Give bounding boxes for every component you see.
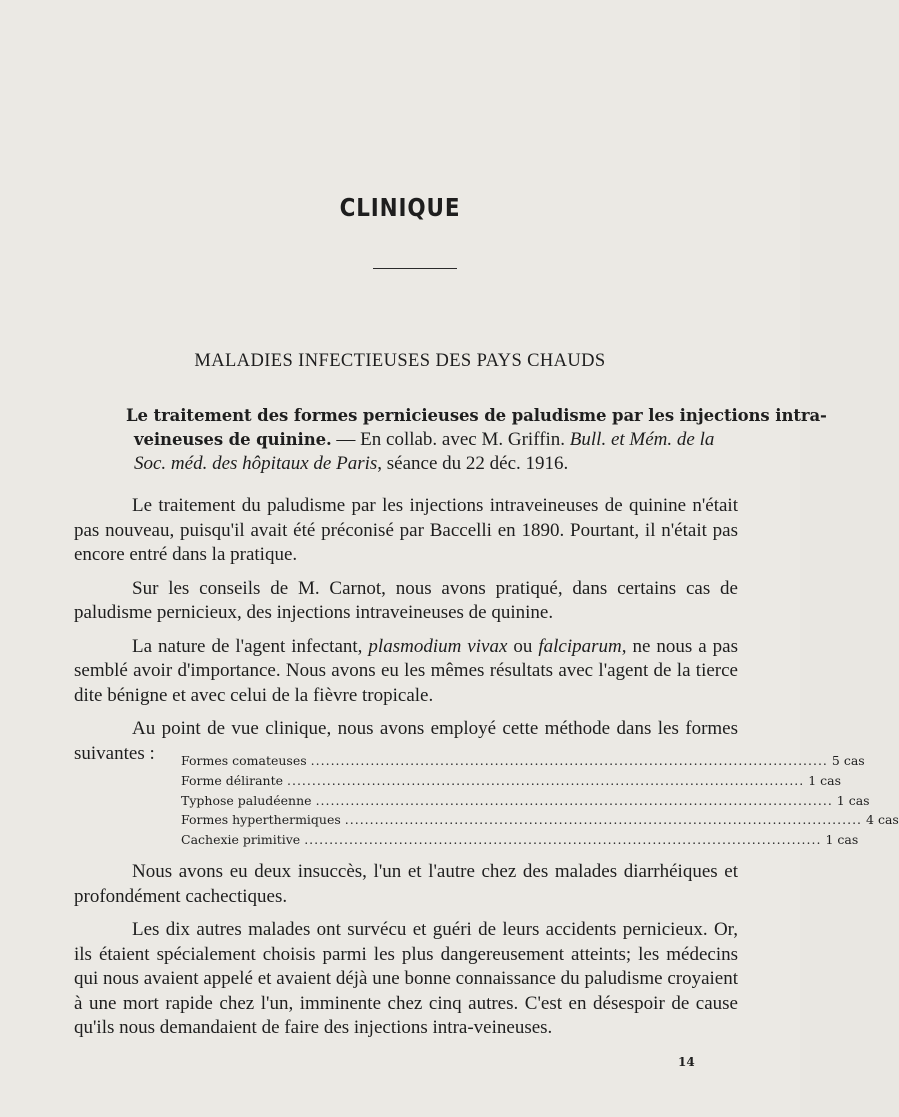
- case-label: Cachexie primitive: [181, 832, 301, 848]
- leader-dots: ........................................................................................................: [315, 792, 833, 808]
- case-label: Typhose paludéenne: [181, 792, 312, 808]
- leader-dots: ........................................................................................................: [310, 753, 828, 768]
- case-label: Formes hyperthermiques: [181, 812, 341, 828]
- table-row: [181, 751, 865, 771]
- paragraph: Nous avons eu deux insuccès, l'un et l'autre chez des malades diarrhéiques et profondément cachectiques.: [74, 861, 738, 907]
- case-count: 1 cas: [825, 832, 859, 848]
- species-falciparum: falciparum: [538, 635, 622, 657]
- paragraph: Sur les conseils de M. Carnot, nous avons pratiqué, dans certains cas de paludisme pernicieux, des injections intraveineuses de quinine.: [74, 577, 738, 623]
- bibliographic-reference: [126, 404, 827, 476]
- reference-session: , séance du 22 déc. 1916.: [377, 453, 569, 474]
- leader-dots: ........................................................................................................: [304, 832, 822, 848]
- paragraph: Les dix autres malades ont survécu et guéri de leurs accidents pernicieux. Or, ils étaient spécialement choisis parmi les plus dangereusement atteints; les médecins qui nous avaient appelé et avaient déjà une bonne connaissance du paludisme croyaient à une mort rapide chez l'un, imminente chez cinq autres. C'est en désespoir de cause qu'ils nous demandaient de faire des injections intra-veineuses.: [74, 919, 738, 1038]
- case-label: Formes comateuses: [181, 753, 307, 768]
- body-text-continued: [74, 860, 738, 1050]
- leader-dots: ........................................................................................................: [287, 772, 805, 788]
- reference-title-line1: Le traitement des formes pernicieuses de paludisme par les injections intra-: [126, 406, 827, 425]
- table-row: [181, 830, 859, 850]
- reference-authors: — En collab. avec M. Griffin.: [331, 429, 570, 450]
- paragraph-agent: [74, 635, 738, 709]
- page-number: 14: [678, 1055, 695, 1069]
- case-label: Forme délirante: [181, 772, 284, 788]
- leader-dots: ........................................................................................................: [344, 812, 863, 828]
- paragraph-agent-before: La nature de l'agent infectant,: [132, 635, 369, 657]
- body-text: [74, 494, 738, 780]
- reference-title-line2: veineuses de quinine.: [134, 430, 332, 449]
- case-count: 1 cas: [808, 772, 842, 788]
- case-count: 5 cas: [831, 753, 865, 768]
- section-heading: MALADIES INFECTIEUSES DES PAYS CHAUDS: [194, 351, 606, 371]
- paragraph-clinical: Au point de vue clinique, nous avons employé cette méthode dans les formes suivantes :: [74, 718, 738, 764]
- table-row: [181, 810, 899, 830]
- species-vivax: plasmodium vivax: [368, 635, 508, 657]
- cases-table: [181, 751, 899, 850]
- case-count: 1 cas: [836, 792, 870, 808]
- title-divider: [373, 268, 457, 269]
- paragraph-agent-or: ou: [507, 635, 539, 657]
- paragraph-agent-after: , ne nous a pas semblé avoir d'importance. Nous avons eu les mêmes résultats avec l'agent de la tierce dite bénigne et avec celui de la fièvre tropicale.: [74, 635, 738, 706]
- reference-journal: Bull. et Mém. de la Soc. méd. des hôpitaux de Paris: [134, 429, 715, 474]
- page-title: CLINIQUE: [339, 193, 461, 222]
- paragraph: Le traitement du paludisme par les injections intraveineuses de quinine n'était pas nouveau, puisqu'il avait été préconisé par Baccelli en 1890. Pourtant, il n'était pas encore entré dans la pratique.: [74, 495, 738, 565]
- case-count: 4 cas: [866, 812, 899, 828]
- table-row: [181, 771, 842, 791]
- table-row: [181, 791, 870, 811]
